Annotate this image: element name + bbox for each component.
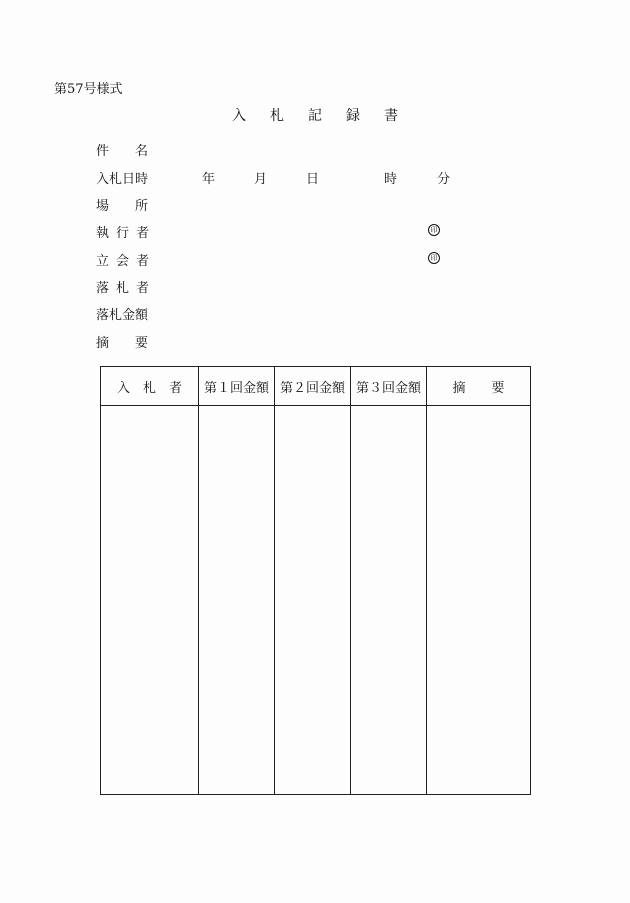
label-minute: 分 <box>437 172 451 187</box>
label-subject: 件名 <box>96 144 175 159</box>
label-witness: 立会者 <box>96 254 157 269</box>
seal-mark-executor: 印 <box>428 224 440 236</box>
label-year: 年 <box>202 172 216 187</box>
header-amount-round-1: 第１回金額 <box>199 367 275 406</box>
table-body-row <box>101 406 531 795</box>
label-remarks: 摘要 <box>96 336 175 351</box>
label-month: 月 <box>254 172 268 187</box>
header-remarks: 摘 要 <box>427 367 531 406</box>
cell-amount-round-1 <box>199 406 275 795</box>
cell-amount-round-2 <box>275 406 351 795</box>
cell-amount-round-3 <box>351 406 427 795</box>
label-winner: 落札者 <box>96 281 157 296</box>
label-place: 場所 <box>96 199 175 214</box>
label-day: 日 <box>306 172 320 187</box>
label-bid-datetime: 入札日時 <box>96 172 149 187</box>
cell-bidder <box>101 406 199 795</box>
label-executor: 執行者 <box>96 226 157 241</box>
form-number: 第57号様式 <box>54 82 123 97</box>
document-title: 入札記録書 <box>232 108 422 124</box>
label-winning-amount: 落札金額 <box>96 308 149 323</box>
header-amount-round-3: 第３回金額 <box>351 367 427 406</box>
seal-mark-witness: 印 <box>428 252 440 264</box>
cell-remarks <box>427 406 531 795</box>
header-amount-round-2: 第２回金額 <box>275 367 351 406</box>
label-hour: 時 <box>384 172 398 187</box>
table-header-row <box>101 367 531 406</box>
header-bidder: 入 札 者 <box>101 367 199 406</box>
bid-record-table <box>100 366 531 795</box>
